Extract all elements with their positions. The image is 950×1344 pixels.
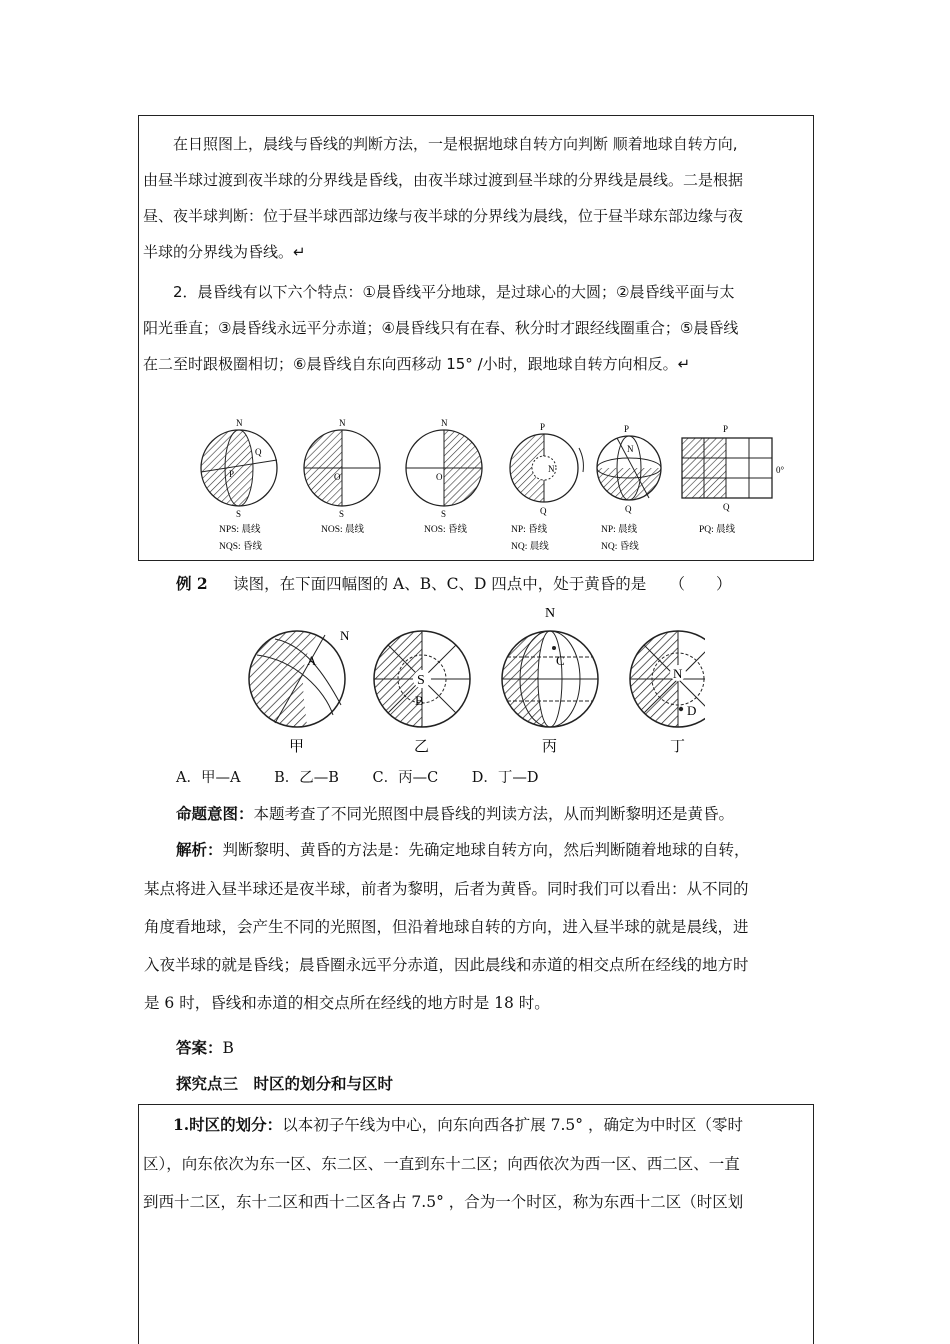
time-zone-box bbox=[138, 1104, 814, 1344]
globe-ding-caption: 丁 bbox=[670, 739, 686, 755]
explanation-box bbox=[138, 115, 814, 561]
options-row bbox=[176, 760, 539, 796]
paragraph-2 bbox=[173, 274, 734, 310]
diagram-5 bbox=[597, 424, 661, 552]
globe-ding bbox=[630, 631, 705, 755]
fig3-label-s: S bbox=[441, 509, 447, 519]
globe-jia-caption: 甲 bbox=[289, 739, 305, 755]
p1-line-4: 半球的分界线为昏线。↵ bbox=[143, 243, 306, 261]
tz-line-2: 到西十二区，东十二区和西十二区各占 7.5° ，合为一个时区，称为东西十二区（时区划 bbox=[143, 1193, 744, 1211]
example-label: 例 2 bbox=[176, 574, 208, 593]
tz-label: 1.时区的划分： bbox=[173, 1115, 283, 1134]
fig5-caption-b: NQ: 昏线 bbox=[601, 542, 639, 552]
diagram-3 bbox=[406, 418, 482, 535]
fig4-label-q: Q bbox=[540, 506, 547, 516]
globe-yi bbox=[374, 631, 470, 755]
fig1-caption-a: NPS: 晨线 bbox=[219, 525, 261, 535]
tz-body bbox=[143, 1145, 743, 1221]
analysis-body bbox=[144, 870, 749, 1022]
intent-text: 本题考查了不同光照图中晨昏线的判读方法，从而判断黎明还是黄昏。 bbox=[253, 805, 735, 823]
diagram-2 bbox=[304, 418, 380, 535]
option-d: D．丁—D bbox=[471, 770, 539, 786]
paragraph-2-cont bbox=[143, 310, 738, 382]
p2-line-1: 2．晨昏线有以下六个特点：①晨昏线平分地球，是过球心的大圆；②晨昏线平面与太 bbox=[173, 283, 735, 301]
analysis-line-3: 入夜半球的就是昏线；晨昏圈永远平分赤道，因此晨线和赤道的相交点所在经线的地方时 bbox=[144, 956, 749, 974]
analysis-line-4: 是 6 时，昏线和赤道的相交点所在经线的地方时是 18 时。 bbox=[144, 994, 550, 1012]
globe-yi-label-b: B bbox=[415, 693, 424, 708]
fig1-caption-b: NQS: 昏线 bbox=[219, 542, 263, 552]
answer-value: B bbox=[222, 1039, 234, 1057]
example-question-text: 读图，在下面四幅图的 A、B、C、D 四点中，处于黄昏的是 （ ） bbox=[233, 575, 732, 593]
p1-line-2: 由昼半球过渡到夜半球的分界线是昏线，由夜半球过渡到昼半球的分界线是晨线。二是根据 bbox=[143, 171, 744, 189]
diagram-6 bbox=[682, 424, 785, 535]
p1-line-3: 昼、夜半球判断：位于昼半球西部边缘与夜半球的分界线为晨线，位于昼半球东部边缘与夜 bbox=[143, 207, 744, 225]
globe-bing-label-n: N bbox=[545, 606, 556, 621]
tz-first-line bbox=[173, 1107, 743, 1143]
fig4-caption-a: NP: 昏线 bbox=[511, 525, 548, 535]
tz-line-1: 区），向东依次为东一区、东二区、一直到东十二区；向西依次为西一区、西二区、一直 bbox=[143, 1155, 740, 1173]
paragraph-1-cont bbox=[143, 162, 743, 270]
answer-label: 答案： bbox=[176, 1038, 223, 1057]
fig5-caption-a: NP: 晨线 bbox=[601, 525, 638, 535]
analysis-line-2: 角度看地球，会产生不同的光照图，但沿着地球自转的方向，进入昼半球的就是晨线，进 bbox=[144, 918, 749, 936]
intent-paragraph bbox=[176, 796, 734, 832]
globe-jia-label-n: N bbox=[340, 628, 350, 643]
fig5-label-p: P bbox=[624, 424, 630, 434]
analysis-first-line bbox=[176, 832, 750, 868]
globe-bing-label-c: C bbox=[556, 653, 565, 668]
paragraph-1 bbox=[173, 126, 738, 162]
fig6-label-p: P bbox=[723, 424, 729, 434]
globe-yi-caption: 乙 bbox=[414, 739, 430, 755]
example-question bbox=[176, 566, 732, 602]
example-globes bbox=[245, 605, 705, 755]
diagram-4 bbox=[510, 422, 583, 552]
fig1-label-s: S bbox=[236, 509, 242, 519]
fig1-label-p: P bbox=[229, 469, 235, 479]
section-3-title: 探究点三 时区的划分和与区时 bbox=[176, 1074, 394, 1093]
fig1-label-n: N bbox=[236, 418, 243, 428]
fig2-label-n: N bbox=[339, 418, 346, 428]
p2-line-3: 在二至时跟极圈相切；⑥晨昏线自东向西移动 15° /小时，跟地球自转方向相反。↵ bbox=[143, 355, 691, 373]
fig1-label-q: Q bbox=[255, 447, 262, 457]
fig3-caption: NOS: 昏线 bbox=[424, 525, 468, 535]
analysis-label: 解析： bbox=[176, 840, 223, 859]
globe-ding-label-n: N bbox=[673, 666, 683, 681]
globe-bing bbox=[502, 606, 598, 755]
intent-label: 命题意图： bbox=[176, 804, 254, 823]
terminator-diagrams bbox=[139, 400, 813, 560]
globe-yi-label-s: S bbox=[417, 673, 425, 688]
fig2-label-o: O bbox=[334, 472, 341, 482]
globe-jia-label-a: A bbox=[307, 653, 317, 668]
analysis-line-1: 某点将进入昼半球还是夜半球，前者为黎明，后者为黄昏。同时我们可以看出：从不同的 bbox=[144, 880, 749, 898]
analysis-first: 判断黎明、黄昏的方法是：先确定地球自转方向，然后判断随着地球的自转， bbox=[222, 841, 750, 859]
option-a: A．甲—A bbox=[176, 770, 241, 786]
p2-line-2: 阳光垂直；③晨昏线永远平分赤道；④晨昏线只有在春、秋分时才跟经线圈重合；⑤晨昏线 bbox=[143, 319, 739, 337]
fig5-label-n: N bbox=[627, 444, 634, 454]
fig4-caption-b: NQ: 晨线 bbox=[511, 542, 549, 552]
globe-bing-caption: 丙 bbox=[542, 739, 558, 755]
tz-first: 以本初子午线为中心，向东向西各扩展 7.5° ，确定为中时区（零时 bbox=[282, 1116, 743, 1134]
fig6-label-zero: 0° bbox=[776, 465, 785, 475]
p1-line-1: 在日照图上，晨线与昏线的判断方法，一是根据地球自转方向判断 顺着地球自转方向, bbox=[173, 135, 738, 153]
globe-ding-label-d: D bbox=[687, 703, 697, 718]
fig3-label-n: N bbox=[441, 418, 448, 428]
fig6-label-q: Q bbox=[723, 502, 730, 512]
fig2-caption: NOS: 晨线 bbox=[321, 525, 365, 535]
globe-jia bbox=[249, 628, 350, 755]
diagram-1 bbox=[201, 418, 277, 552]
option-b: B．乙—B bbox=[274, 770, 339, 786]
fig2-label-s: S bbox=[339, 509, 345, 519]
fig5-label-q: Q bbox=[625, 504, 632, 514]
fig4-label-p: P bbox=[540, 422, 546, 432]
fig4-label-n: N bbox=[548, 464, 555, 474]
answer-line bbox=[176, 1030, 234, 1066]
fig3-label-o: O bbox=[436, 472, 443, 482]
fig6-caption: PQ: 晨线 bbox=[699, 525, 736, 535]
option-c: C．丙—C bbox=[372, 770, 439, 786]
